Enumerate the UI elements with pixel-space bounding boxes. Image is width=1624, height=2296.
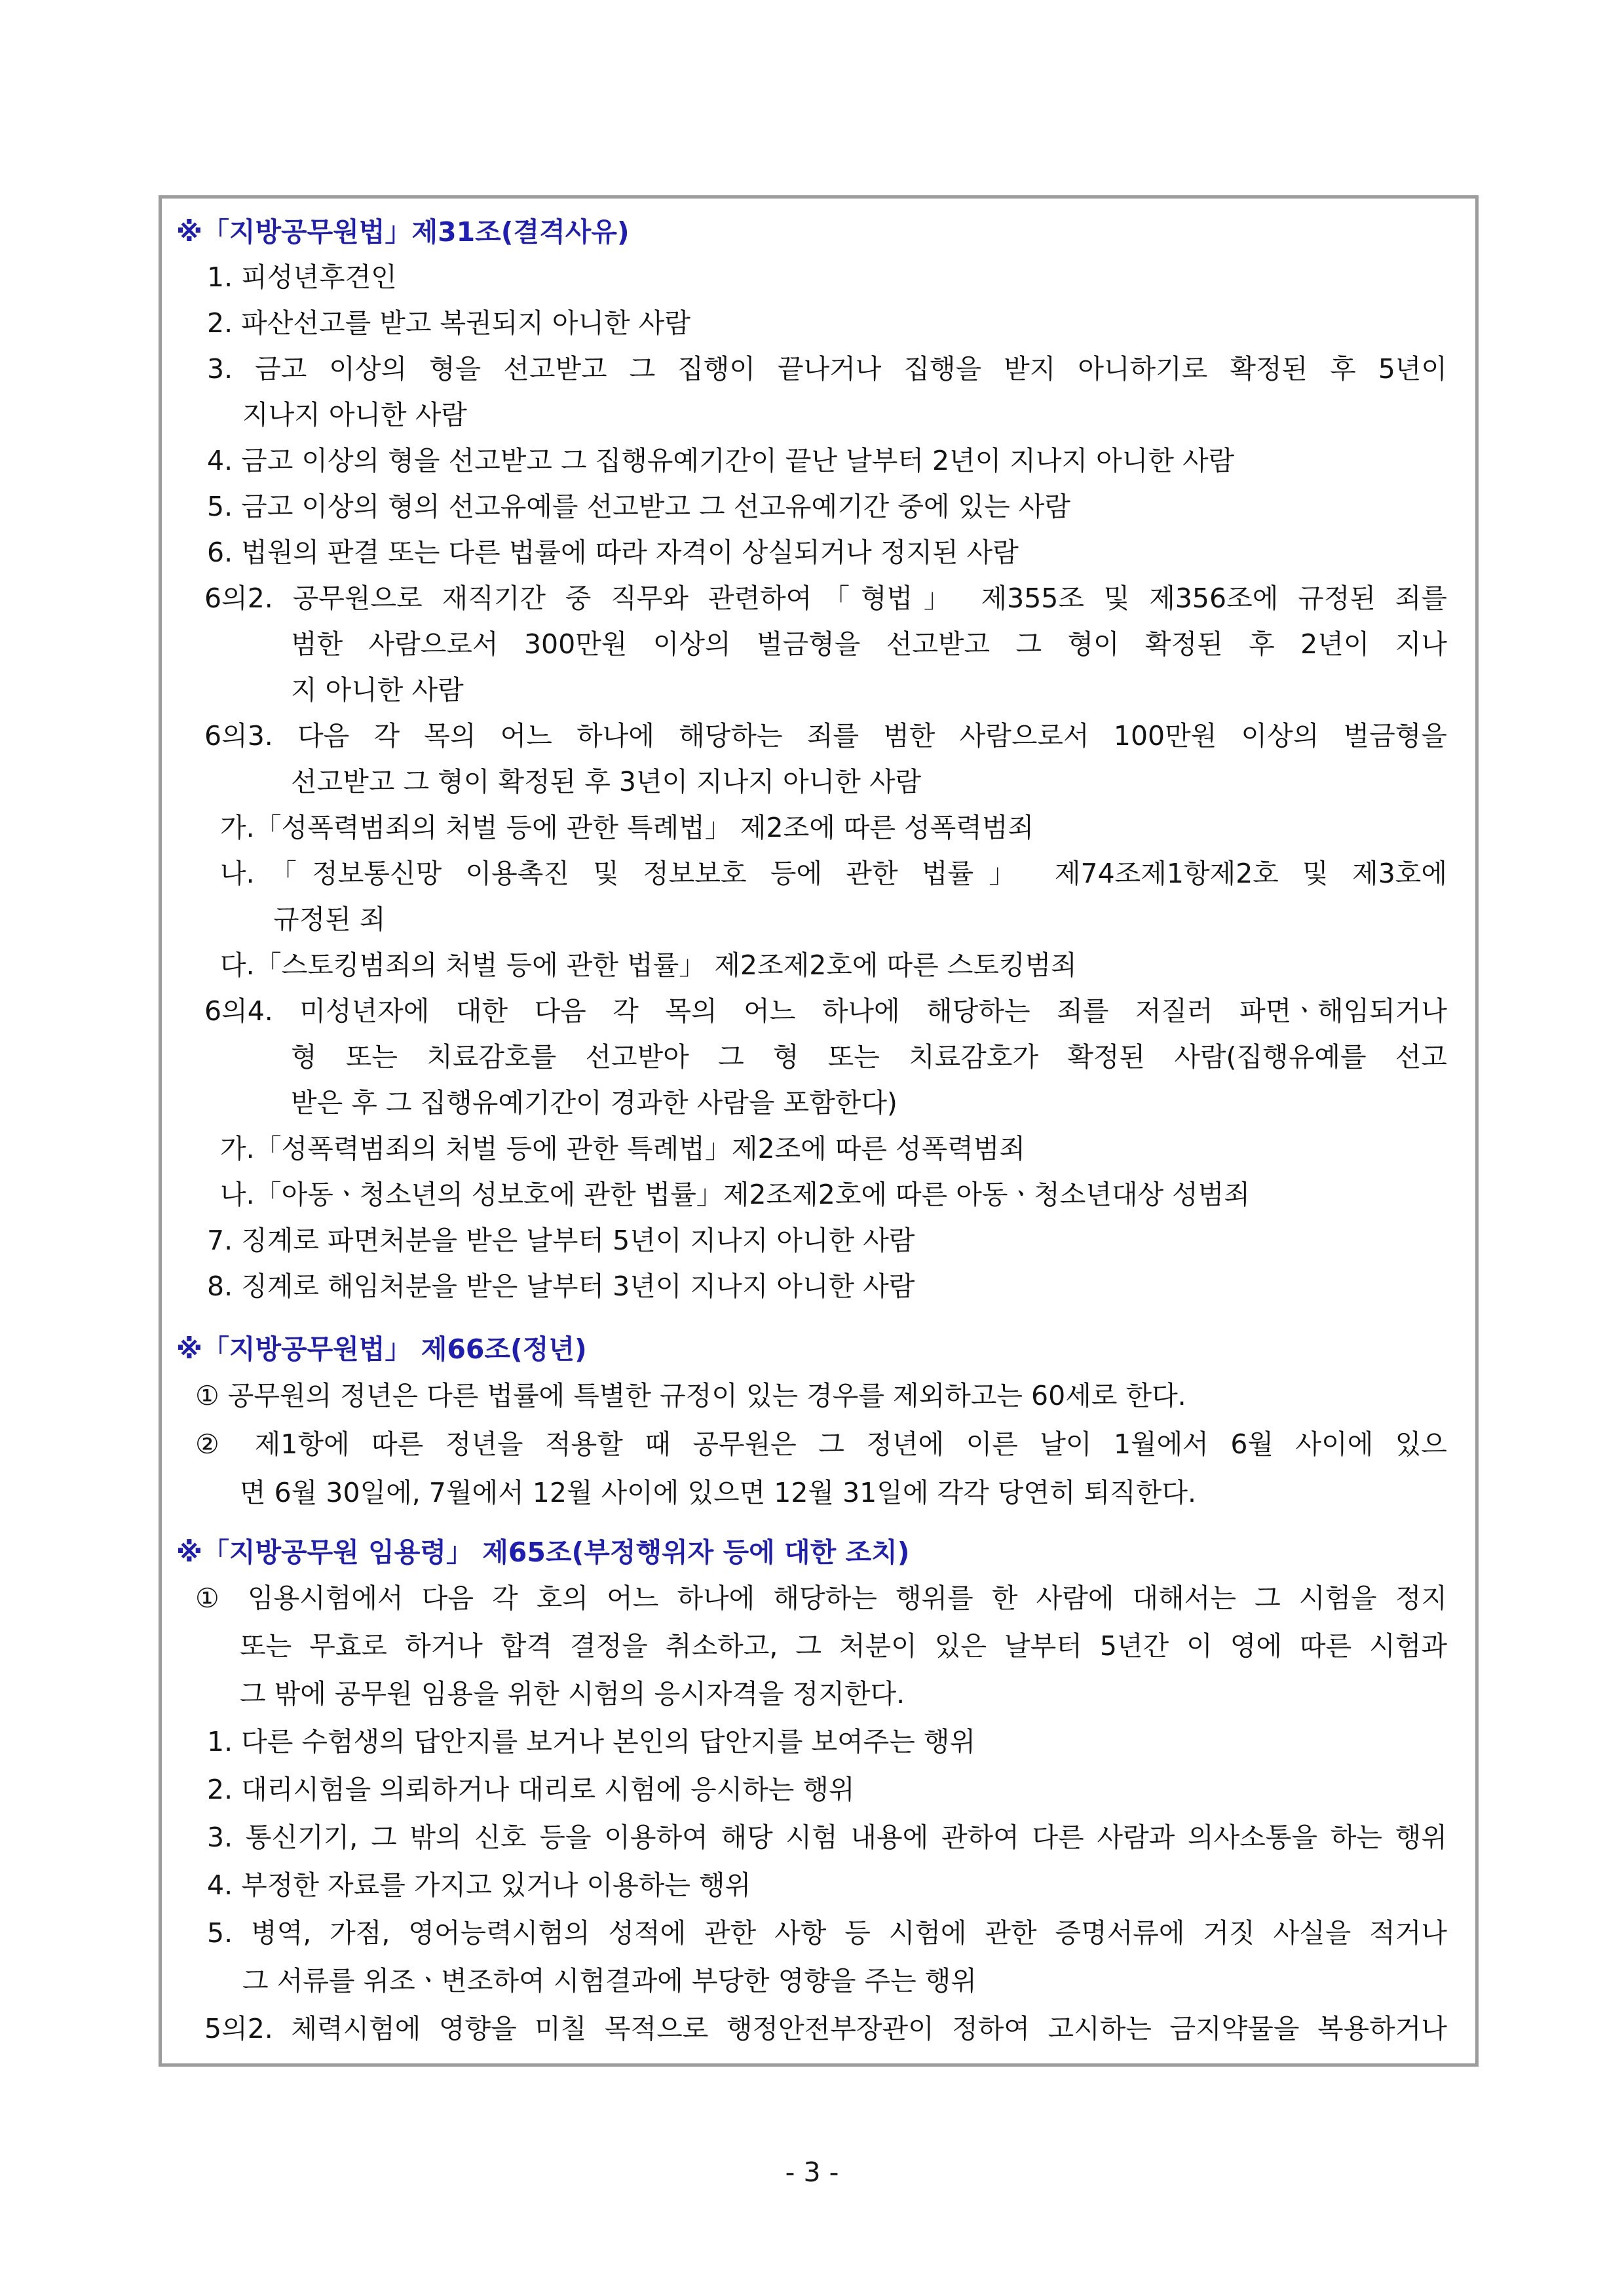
text-line: 3. 금고 이상의 형을 선고받고 그 집행이 끝나거나 집행을 받지 아니하기로 확정된 후 5년이 <box>207 353 1447 385</box>
text-line: 가.「성폭력범죄의 처벌 등에 관한 특례법」 제2조에 따른 성폭력범죄 <box>220 812 1034 843</box>
section-retirement-age <box>176 1327 1447 1517</box>
text-line: 나.「정보통신망 이용촉진 및 정보보호 등에 관한 법률」 제74조제1항제2호 및 제3호에 <box>220 858 1447 889</box>
text-line: ② 제1항에 따른 정년을 적용할 때 공무원은 그 정년에 이른 날이 1월에서 6월 사이에 있으 <box>195 1428 1447 1460</box>
text-line: ① 임용시험에서 다음 각 호의 어느 하나에 해당하는 행위를 한 사람에 대해서는 그 시험을 정지 <box>195 1582 1447 1614</box>
text-line: 2. 파산선고를 받고 복권되지 아니한 사람 <box>207 307 690 339</box>
text-line: 형 또는 치료감호를 선고받아 그 형 또는 치료감호가 확정된 사람(집행유예를 선고 <box>291 1041 1447 1073</box>
text-line: 규정된 죄 <box>273 904 386 935</box>
section-disqualification <box>176 210 1447 1309</box>
text-line: 4. 부정한 자료를 가지고 있거나 이용하는 행위 <box>207 1869 751 1901</box>
text-line: 지나지 아니한 사람 <box>242 399 467 430</box>
text-line: 면 6월 30일에, 7월에서 12월 사이에 있으면 12월 31일에 각각 당연히 퇴직한다. <box>240 1477 1197 1508</box>
text-line: 5. 금고 이상의 형의 선고유예를 선고받고 그 선고유예기간 중에 있는 사람 <box>207 491 1071 522</box>
text-line: 8. 징계로 해임처분을 받은 날부터 3년이 지나지 아니한 사람 <box>207 1271 915 1302</box>
document-body <box>176 210 1447 2053</box>
text-line: 7. 징계로 파면처분을 받은 날부터 5년이 지나지 아니한 사람 <box>207 1225 915 1256</box>
section-heading: ※「지방공무원법」제31조(결격사유) <box>176 216 630 248</box>
text-line: 범한 사람으로서 300만원 이상의 벌금형을 선고받고 그 형이 확정된 후 2년이 지나 <box>291 628 1448 660</box>
text-line: 2. 대리시험을 의뢰하거나 대리로 시험에 응시하는 행위 <box>207 1774 855 1805</box>
text-line: 6. 법원의 판결 또는 다른 법률에 따라 자격이 상실되거나 정지된 사람 <box>207 537 1019 568</box>
section-heading: ※「지방공무원 임용령」 제65조(부정행위자 등에 대한 조치) <box>176 1537 910 1568</box>
text-line: 1. 피성년후견인 <box>207 261 397 293</box>
page-number: - 3 - <box>785 2156 839 2188</box>
section-heading: ※「지방공무원법」 제66조(정년) <box>176 1333 587 1365</box>
text-line: 6의4. 미성년자에 대한 다음 각 목의 어느 하나에 해당하는 죄를 저질러 파면ㆍ해임되거나 <box>204 995 1447 1027</box>
text-line: 가.「성폭력범죄의 처벌 등에 관한 특례법」제2조에 따른 성폭력범죄 <box>220 1133 1026 1164</box>
text-line: 받은 후 그 집행유예기간이 경과한 사람을 포함한다) <box>291 1087 897 1119</box>
text-line: 6의3. 다음 각 목의 어느 하나에 해당하는 죄를 범한 사람으로서 100만원 이상의 벌금형을 <box>204 720 1447 752</box>
text-line: 선고받고 그 형이 확정된 후 3년이 지나지 아니한 사람 <box>291 766 922 797</box>
text-line: 지 아니한 사람 <box>291 674 464 706</box>
section-misconduct-measures <box>176 1530 1447 2053</box>
text-line: 5. 병역, 가점, 영어능력시험의 성적에 관한 사항 등 시험에 관한 증명서류에 거짓 사실을 적거나 <box>207 1917 1447 1949</box>
text-line: 3. 통신기기, 그 밖의 신호 등을 이용하여 해당 시험 내용에 관하여 다른 사람과 의사소통을 하는 행위 <box>207 1822 1447 1853</box>
text-line: 다.「스토킹범죄의 처벌 등에 관한 법률」 제2조제2호에 따른 스토킹범죄 <box>220 949 1077 981</box>
text-line: 그 서류를 위조ㆍ변조하여 시험결과에 부당한 영향을 주는 행위 <box>242 1965 977 1997</box>
text-line: 1. 다른 수험생의 답안지를 보거나 본인의 답안지를 보여주는 행위 <box>207 1726 976 1757</box>
text-line: 5의2. 체력시험에 영향을 미칠 목적으로 행정안전부장관이 정하여 고시하는 금지약물을 복용하거나 <box>204 2013 1447 2044</box>
text-line: ① 공무원의 정년은 다른 법률에 특별한 규정이 있는 경우를 제외하고는 60세로 한다. <box>195 1380 1186 1411</box>
text-line: 6의2. 공무원으로 재직기간 중 직무와 관련하여「형법」 제355조 및 제356조에 규정된 죄를 <box>204 583 1447 614</box>
text-line: 4. 금고 이상의 형을 선고받고 그 집행유예기간이 끝난 날부터 2년이 지나지 아니한 사람 <box>207 445 1235 476</box>
text-line: 나.「아동ㆍ청소년의 성보호에 관한 법률」제2조제2호에 따른 아동ㆍ청소년대상 성범죄 <box>220 1179 1251 1210</box>
text-line: 또는 무효로 하거나 합격 결정을 취소하고, 그 처분이 있은 날부터 5년간 이 영에 따른 시험과 <box>240 1630 1447 1662</box>
text-line: 그 밖에 공무원 임용을 위한 시험의 응시자격을 정지한다. <box>240 1678 905 1710</box>
